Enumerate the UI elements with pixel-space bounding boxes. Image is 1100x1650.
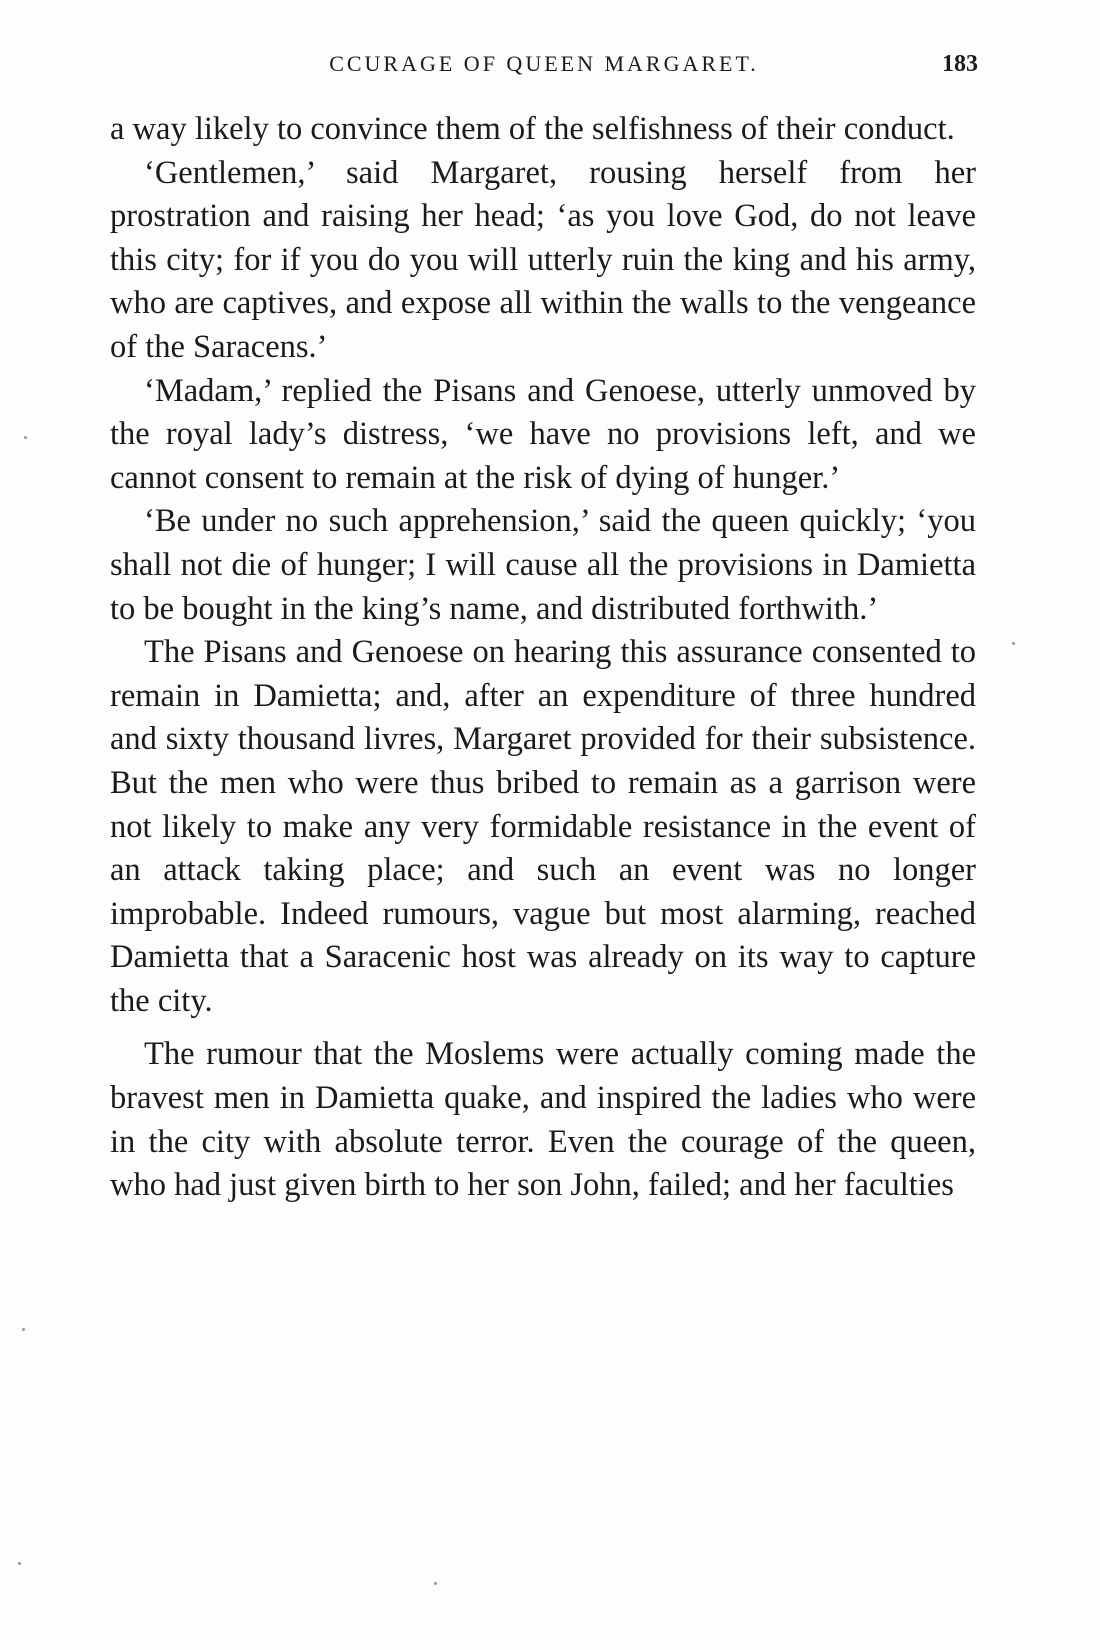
print-speck [24,436,27,439]
running-title: CCURAGE OF QUEEN MARGARET. [329,51,759,76]
paragraph-moslem-rumour: The rumour that the Moslems were actually coming made the bravest men in Damietta quake, and inspired the ladies who were in the city with absolute terror. Even the courage of the queen, who had just given birth to her son John, failed; and her faculties [110,1036,976,1204]
paragraph-continuation: a way likely to convince them of the selfishness of their conduct. [110,111,955,147]
print-speck [22,1328,25,1331]
paragraph-pisans-reply: ‘Madam,’ replied the Pisans and Genoese, utterly unmoved by the royal lady’s distress, ‘we have no provisions left, and we cannot consent to remain at the risk of dying of hunger.’ [110,372,976,496]
print-speck [18,1562,21,1565]
paragraph-garrison: The Pisans and Genoese on hearing this assurance consented to remain in Damietta; and, after an expenditure of three hundred and sixty thousand livres, Margaret provided for their subsistence. But the men who were thus bribed to remain as a garrison were not likely to make any very formidable resistance in the event of an attack taking place; and such an event was no longer improbable. Indeed rumours, vague but most alarming, reached Damietta that a Saracenic host was already on its way to capture the city. [110,634,976,1019]
print-speck [1012,642,1015,645]
running-head [110,44,978,84]
body-text [110,108,976,1208]
paragraph-queen-promise: ‘Be under no such apprehension,’ said the queen quickly; ‘you shall not die of hunger; I will cause all the provisions in Damietta to be bought in the king’s name, and distributed forthwith.’ [110,503,976,627]
paragraph-margaret-plea: ‘Gentlemen,’ said Margaret, rousing herself from her prostration and raising her head; ‘as you love God, do not leave this city; for if you do you will utterly ruin the king and his army, who are captives, and expose all within the walls to the vengeance of the Saracens.’ [110,154,976,365]
print-speck [434,1582,437,1585]
page-number: 183 [942,51,978,77]
